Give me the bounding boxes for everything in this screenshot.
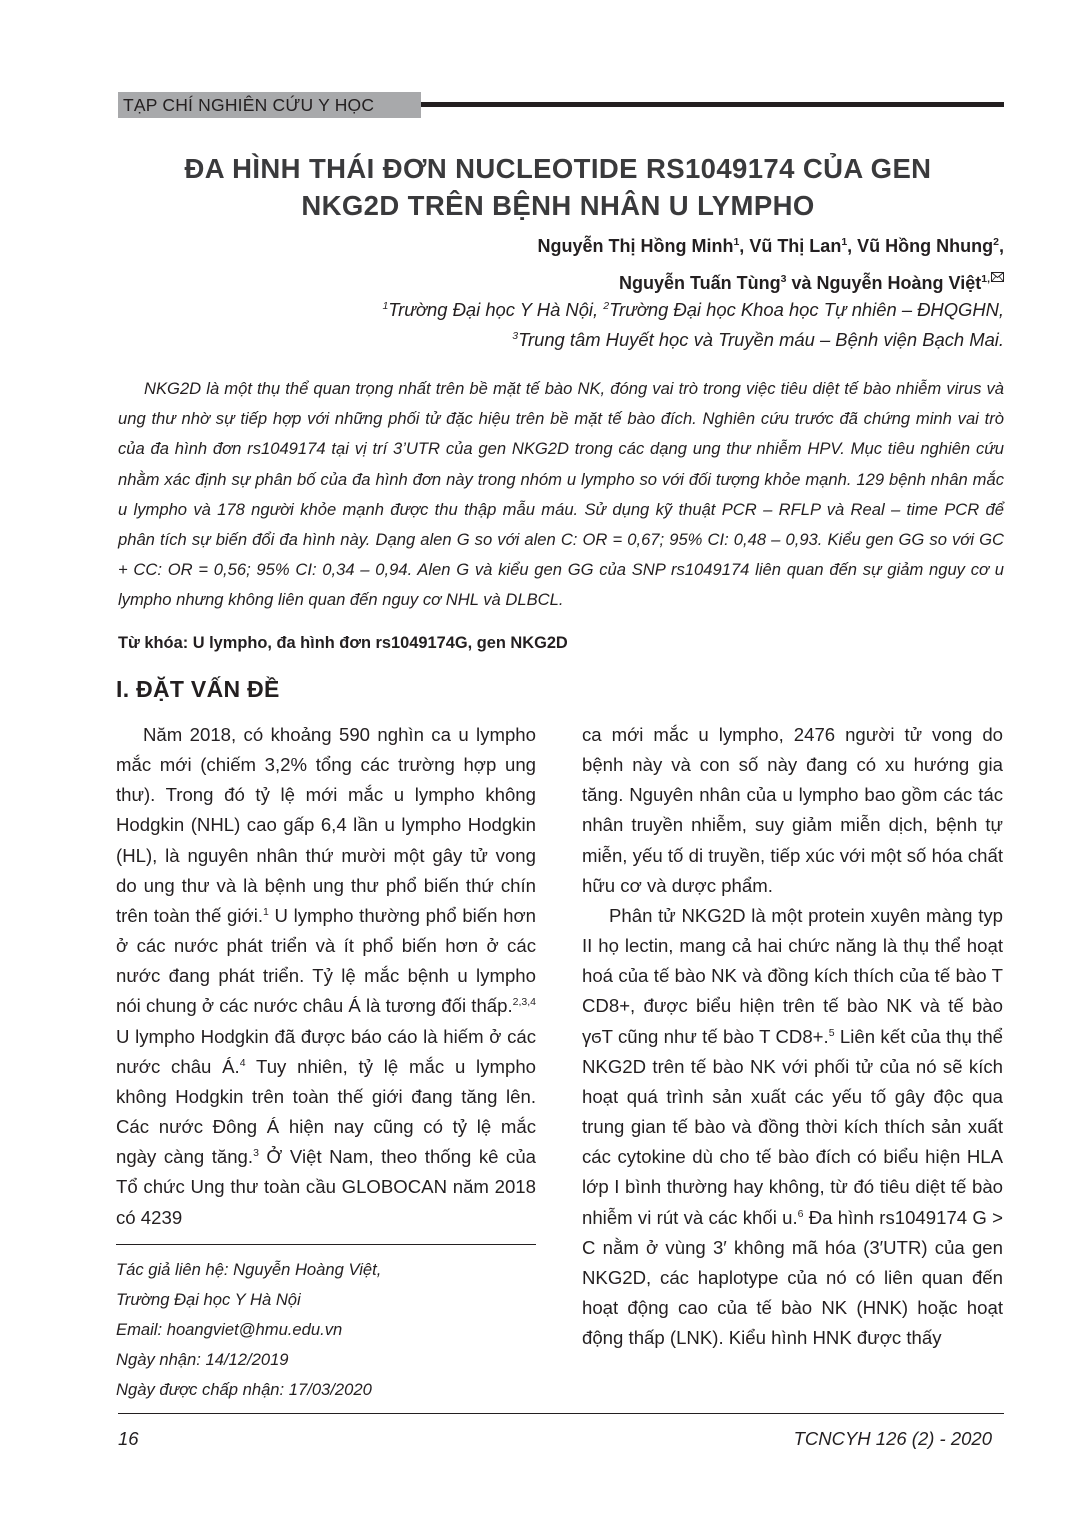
- header-rule: [421, 102, 1004, 107]
- article-title: [100, 150, 1016, 224]
- journal-header: [118, 92, 1004, 118]
- author-affil-sup: 1: [733, 236, 740, 248]
- correspondence-footnote: [116, 1255, 536, 1405]
- journal-name: TẠP CHÍ NGHIÊN CỨU Y HỌC: [118, 92, 421, 118]
- envelope-icon: [991, 261, 1004, 291]
- footer-rule: [118, 1413, 1004, 1414]
- affil-sup: 2: [603, 299, 610, 312]
- citation-ref: 2,3,4: [512, 996, 536, 1009]
- body-column-right: [582, 720, 1003, 1353]
- body-paragraph: Phân tử NKG2D là một protein xuyên màng typ II họ lectin, mang cả hai chức năng là thụ thể hoạt hoá của tế bào NK và đồng kích thích của tế bào T CD8+, được biểu hiện trên tế bào NK và tế bào γϭT cũng như tế bào T CD8+.$^5$ Liên kết của thụ thể NKG2D trên tế bào NK với phối tử của nó sẽ kích hoạt quá trình sản xuất các yếu tố gây độc qua trung gian tế bào và đồng thời kích thích sản xuất các cytokine dù cho tế bào đích có biểu hiện HLA lớp I bình thường hay không, từ đó tiêu diệt tế bào nhiễm vi rút và các khối u.$^6$ Đa hình rs1049174 G > C nằm ở vùng 3′ không mã hóa (3′UTR) của gen NKG2D, các haplotype của nó có liên quan đến hoạt động cao của tế bào NK (HNK) hoặc hoạt động thấp (LNK). Kiểu hình HNK được thấy: [582, 904, 1004, 1349]
- keywords: Từ khóa: U lympho, đa hình đơn rs1049174G, gen NKG2D: [118, 634, 568, 652]
- author-name: Nguyễn Thị Hồng Minh: [537, 236, 734, 256]
- citation-ref: 1: [263, 905, 269, 918]
- accepted-date: Ngày được chấp nhận: 17/03/2020: [116, 1380, 372, 1400]
- author-affil-sup: 1: [841, 236, 848, 248]
- corresponding-affiliation: Trường Đại học Y Hà Nội: [116, 1290, 301, 1310]
- author-affil-sup: 2: [993, 236, 999, 248]
- section-title: I. ĐẶT VẤN ĐỀ: [116, 676, 280, 702]
- footnote-rule: [116, 1244, 536, 1245]
- affil-sup: 3: [512, 329, 519, 342]
- affiliation-2: Trường Đại học Khoa học Tự nhiên – ĐHQGHN,: [609, 299, 1004, 320]
- corresponding-email[interactable]: Email: hoangviet@hmu.edu.vn: [116, 1320, 343, 1340]
- author-name: Nguyễn Tuấn Tùng: [618, 273, 781, 293]
- author-affil-sup: 3: [780, 273, 787, 285]
- body-column-left: [116, 720, 536, 1233]
- title-line-1: ĐA HÌNH THÁI ĐƠN NUCLEOTIDE RS1049174 CỦA GEN: [184, 153, 932, 184]
- author-affil-sup: 1,: [981, 273, 990, 285]
- author-connector: và: [791, 273, 812, 293]
- citation-ref: 4: [239, 1056, 246, 1069]
- page-number: 16: [118, 1428, 139, 1449]
- affiliations: [244, 295, 1004, 355]
- affiliation-3: Trung tâm Huyết học và Truyền máu – Bệnh viện Bạch Mai.: [518, 329, 1004, 350]
- citation-ref: 3: [253, 1147, 259, 1159]
- author-name: Vũ Thị Lan: [749, 236, 842, 256]
- abstract: NKG2D là một thụ thể quan trọng nhất trên bề mặt tế bào NK, đóng vai trò trong việc tiêu diệt tế bào nhiễm virus và ung thư nhờ sự tiếp hợp với những phối tử đặc hiệu trên bề mặt tế bào đích. Nghiên cứu trước đã chứng minh vai trò của đa hình đơn rs1049174 tại vị trí 3’UTR của gen NKG2D trong các dạng ung thư nhiễm HPV. Mục tiêu nghiên cứu nhằm xác định sự phân bố của đa hình đơn này trong nhóm u lympho so với đối tượng khỏe mạnh. 129 bệnh nhân mắc u lympho và 178 người khỏe mạnh được thu thập mẫu máu. Sử dụng kỹ thuật PCR – RFLP và Real – time PCR để phân tích sự biến đổi đa hình này. Dạng alen G so với alen C: OR = 0,67; 95% CI: 0,48 – 0,93. Kiểu gen GG so với GC + CC: OR = 0,56; 95% CI: 0,34 – 0,94. Alen G và kiểu gen GG của SNP rs1049174 liên quan đến sự giảm nguy cơ u lympho nhưng không liên quan đến nguy cơ NHL và DLBCL.: [118, 379, 1004, 610]
- citation-ref: 5: [828, 1026, 835, 1039]
- affil-sup: 1: [382, 299, 389, 312]
- journal-issue: TCNCYH 126 (2) - 2020: [793, 1428, 992, 1449]
- body-paragraph: Năm 2018, có khoảng 590 nghìn ca u lympho mắc mới (chiếm 3,2% tổng các trường hợp ung thư). Trong đó tỷ lệ mới mắc u lympho không Hodgkin (NHL) cao gấp 6,4 lần u lympho Hodgkin (HL), là nguyên nhân thứ mười một gây tử vong do ung thư và là bệnh ung thư phổ biến thứ chín trên toàn thế giới.$^1$ U lympho thường phổ biến hơn ở các nước phát triển và ít phổ biến hơn ở các nước đang phát triển. Tỷ lệ mắc bệnh u lympho nói chung ở các nước châu Á là tương đối thấp.$^{2,3,4}$ U lympho Hodgkin đã được báo cáo là hiếm ở các nước châu Á.$^4$ Tuy nhiên, tỷ lệ mắc u lympho không Hodgkin trên toàn thế giới đang tăng lên. Các nước Đông Á hiện nay cũng có tỷ lệ mắc ngày càng tăng.$^3$ Ở Việt Nam, theo thống kê của Tổ chức Ung thư toàn cầu GLOBOCAN năm 2018 có 4239: [116, 724, 537, 1228]
- title-line-2: NKG2D TRÊN BỆNH NHÂN U LYMPHO: [301, 190, 815, 221]
- author-name: Nguyễn Hoàng Việt: [816, 273, 982, 293]
- affiliation-1: Trường Đại học Y Hà Nội,: [388, 299, 599, 320]
- corresponding-author: Tác giả liên hệ: Nguyễn Hoàng Việt,: [116, 1260, 382, 1279]
- citation-ref: 6: [797, 1207, 804, 1220]
- author-name: Vũ Hồng Nhung: [857, 236, 994, 256]
- body-paragraph: ca mới mắc u lympho, 2476 người tử vong do bệnh này và con số này đang có xu hướng gia tăng. Nguyên nhân của u lympho bao gồm các tác nhân truyền nhiễm, suy giảm miễn dịch, bệnh tự miễn, yếu tố di truyền, tiếp xúc với một số hóa chất hữu cơ và dược phẩm.: [582, 724, 1003, 896]
- author-list: Nguyễn Thị Hồng Minh$^1$, Vũ Thị Lan$^1$, Vũ Hồng Nhung$^2$, Nguyễn Tuấn Tùng$^3$ và Nguyễn Hoàng Việt$^{1,}$: [537, 236, 1004, 293]
- received-date: Ngày nhận: 14/12/2019: [116, 1350, 289, 1370]
